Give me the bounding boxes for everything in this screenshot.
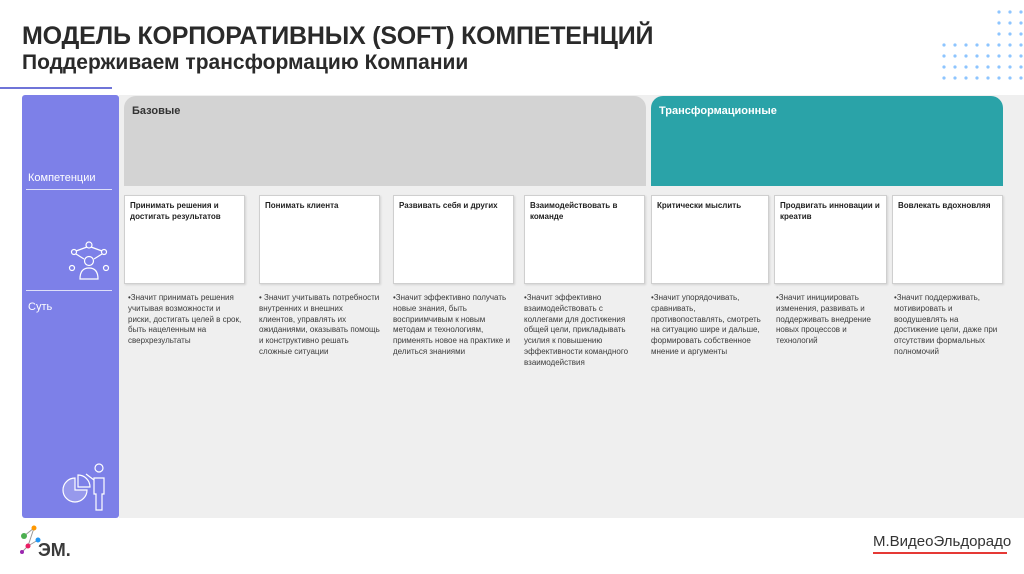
decoration-dot [997, 43, 1000, 46]
decoration-dot [953, 43, 956, 46]
group-header-base [124, 96, 646, 186]
competency-description: •Значит эффективно получать новые знания, быть восприимчивым к новым методам и технологиям, применять новое на практике и делиться знаниями [393, 293, 510, 356]
decoration-dot [953, 76, 956, 79]
decoration-dot [986, 76, 989, 79]
competency-title: Продвигать инновации и креатив [780, 201, 880, 222]
competency-title: Принимать решения и достигать результатов [130, 201, 221, 222]
decoration-dot [1019, 43, 1022, 46]
decoration-dot [986, 65, 989, 68]
decoration-dot [997, 32, 1000, 35]
decoration-dot [975, 54, 978, 57]
decoration-dot [964, 76, 967, 79]
sidebar-panel [22, 95, 119, 518]
decoration-dot [1019, 54, 1022, 57]
presentation-chart-icon [61, 462, 113, 512]
competency-description: •Значит инициировать изменения, развивать и поддерживать внедрение новых процессов и технологий [776, 293, 871, 346]
decoration-dot [1008, 54, 1011, 57]
decoration-dot [997, 76, 1000, 79]
decoration-dot [997, 65, 1000, 68]
competency-card [524, 195, 645, 284]
competency-description: •Значит принимать решения учитывая возможности и риски, достигать целей в срок, быть нацеленным на сверхрезультаты [128, 293, 242, 346]
sidebar-label-competencies: Компетенции [28, 172, 96, 184]
competency-title: Развивать себя и других [399, 201, 498, 210]
decoration-dot [1019, 21, 1022, 24]
decoration-dot [975, 65, 978, 68]
decoration-dot [964, 43, 967, 46]
decoration-dot [997, 21, 1000, 24]
sidebar-label-essence: Суть [28, 301, 53, 313]
decoration-dot [942, 43, 945, 46]
decoration-dot [953, 65, 956, 68]
competency-title: Понимать клиента [265, 201, 339, 210]
sidebar-divider-top [26, 189, 112, 190]
decoration-dot [975, 76, 978, 79]
decoration-dot [986, 43, 989, 46]
sidebar-divider-middle [26, 290, 112, 291]
decoration-dot [1008, 43, 1011, 46]
competency-description: • Значит учитывать потребности внутренних и внешних клиентов, управлять их ожиданиями, оказывать помощь и конструктивно решать сложные ситуации [259, 293, 380, 356]
competency-card [259, 195, 380, 284]
decoration-dot [1008, 76, 1011, 79]
decoration-dot [1008, 10, 1011, 13]
competency-title: Взаимодействовать в команде [530, 201, 618, 222]
decoration-dot [953, 54, 956, 57]
decoration-dot [986, 54, 989, 57]
decoration-dot [942, 76, 945, 79]
team-network-icon [68, 239, 110, 283]
decoration-dot [975, 43, 978, 46]
decoration-dot [964, 65, 967, 68]
competency-description: •Значит упорядочивать, сравнивать, противопоставлять, смотреть на ситуацию шире и дальше, формировать собственное мнение и аргументы [651, 293, 761, 356]
page-subtitle: Поддерживаем трансформацию Компании [22, 51, 469, 74]
decoration-dot [1019, 10, 1022, 13]
mvideo-eldorado-logo: М.ВидеоЭльдорадо [873, 533, 1012, 550]
competency-title: Вовлекать вдохновляя [898, 201, 991, 210]
decoration-dot [997, 54, 1000, 57]
competency-card [892, 195, 1003, 284]
decoration-dot [1019, 32, 1022, 35]
decoration-dot [1019, 76, 1022, 79]
group-label-base: Базовые [132, 105, 181, 117]
competency-card [774, 195, 887, 284]
competency-card [393, 195, 514, 284]
decoration-dot [997, 10, 1000, 13]
competency-title: Критически мыслить [657, 201, 742, 210]
decoration-dot [942, 65, 945, 68]
decoration-dot [964, 54, 967, 57]
em-logo-text: ЭМ. [38, 540, 71, 560]
group-label-transform: Трансформационные [659, 105, 777, 117]
decoration-dot [1019, 65, 1022, 68]
decoration-dot [1008, 32, 1011, 35]
decoration-dot [1008, 21, 1011, 24]
competency-description: •Значит эффективно взаимодействовать с коллегами для достижения общей цели, прикладывать усилия к повышению эффективности командного взаимодействия [524, 293, 629, 367]
header-divider [0, 87, 112, 89]
competency-card [651, 195, 769, 284]
decoration-dot [942, 54, 945, 57]
dot-grid-decoration [940, 8, 1024, 84]
competency-card [124, 195, 245, 284]
group-header-transform [651, 96, 1003, 186]
mvideo-logo-underline [873, 552, 1007, 554]
page-title: МОДЕЛЬ КОРПОРАТИВНЫХ (SOFT) КОМПЕТЕНЦИЙ [22, 22, 654, 50]
decoration-dot [1008, 65, 1011, 68]
competency-description: •Значит поддерживать, мотивировать и воодушевлять на достижение цели, даже при отсутствии формальных полномочий [894, 293, 998, 356]
